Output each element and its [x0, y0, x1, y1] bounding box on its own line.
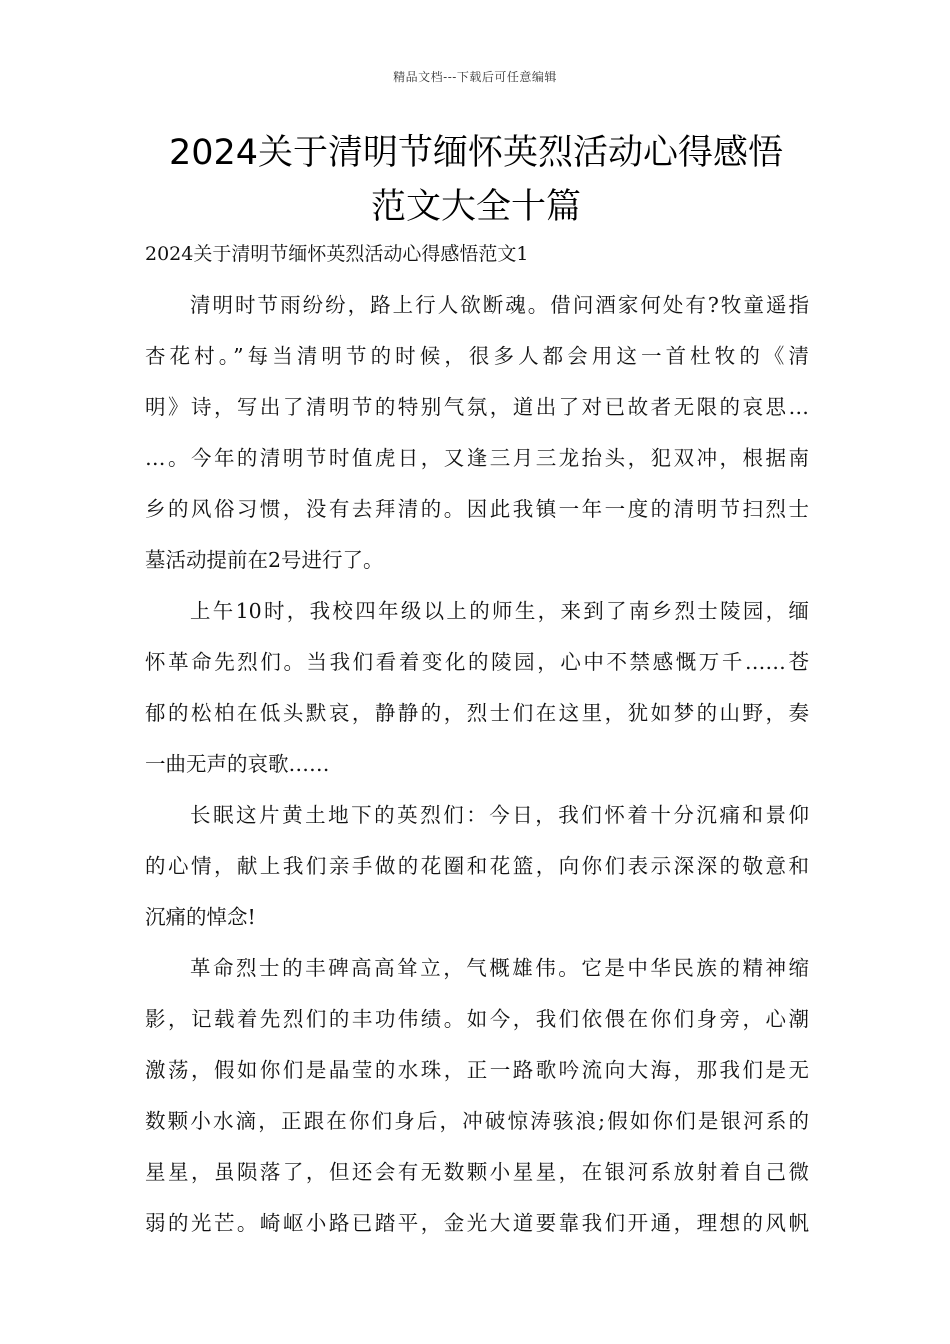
- paragraph-line: 清明时节雨纷纷，路上行人欲断魂。借问酒家何处有?牧童遥指: [190, 293, 809, 317]
- paragraph-line: …。今年的清明节时值虎日，又逢三月三龙抬头，犯双冲，根据南: [145, 446, 809, 470]
- paragraph-line: 革命烈士的丰碑高高耸立，气概雄伟。它是中华民族的精神缩: [190, 956, 809, 980]
- article-body: [145, 280, 809, 1249]
- title-line-2: 范文大全十篇: [370, 187, 581, 227]
- document-title: [140, 126, 812, 234]
- paragraph-line: 杏花村。”每当清明节的时候，很多人都会用这一首杜牧的《清: [145, 344, 809, 368]
- paragraph-line: 数颗小水滴，正跟在你们身后，冲破惊涛骇浪;假如你们是银河系的: [145, 1109, 809, 1133]
- paragraph-1: [145, 280, 809, 586]
- header-note: 精品文档---下载后可任意编辑: [393, 70, 557, 84]
- paragraph-line: 一曲无声的哀歌……: [145, 752, 330, 776]
- paragraph-line: 沉痛的悼念!: [145, 905, 256, 929]
- paragraph-line: 星星，虽陨落了，但还会有无数颗小星星，在银河系放射着自己微: [145, 1160, 809, 1184]
- paragraph-line: 弱的光芒。崎岖小路已踏平，金光大道要靠我们开通，理想的风帆: [145, 1211, 809, 1235]
- paragraph-line: 怀革命先烈们。当我们看着变化的陵园，心中不禁感慨万千……苍: [145, 650, 809, 674]
- paragraph-4: [145, 943, 809, 1249]
- paragraph-line: 的心情，献上我们亲手做的花圈和花篮，向你们表示深深的敬意和: [145, 854, 809, 878]
- paragraph-line: 上午10时，我校四年级以上的师生，来到了南乡烈士陵园，缅: [190, 599, 809, 623]
- paragraph-line: 墓活动提前在2号进行了。: [145, 548, 384, 572]
- paragraph-3: [145, 790, 809, 943]
- paragraph-line: 影，记载着先烈们的丰功伟绩。如今，我们依偎在你们身旁，心潮: [145, 1007, 809, 1031]
- article-subtitle: 2024关于清明节缅怀英烈活动心得感悟范文1: [145, 243, 529, 265]
- paragraph-line: 乡的风俗习惯，没有去拜清的。因此我镇一年一度的清明节扫烈士: [145, 497, 809, 521]
- paragraph-line: 明》诗，写出了清明节的特别气氛，道出了对已故者无限的哀思…: [145, 395, 809, 419]
- paragraph-line: 长眠这片黄土地下的英烈们：今日，我们怀着十分沉痛和景仰: [190, 803, 809, 827]
- title-line-1: 2024关于清明节缅怀英烈活动心得感悟: [168, 133, 784, 173]
- paragraph-line: 激荡，假如你们是晶莹的水珠，正一路歌吟流向大海，那我们是无: [145, 1058, 809, 1082]
- paragraph-line: 郁的松柏在低头默哀，静静的，烈士们在这里，犹如梦的山野，奏: [145, 701, 809, 725]
- paragraph-2: [145, 586, 809, 790]
